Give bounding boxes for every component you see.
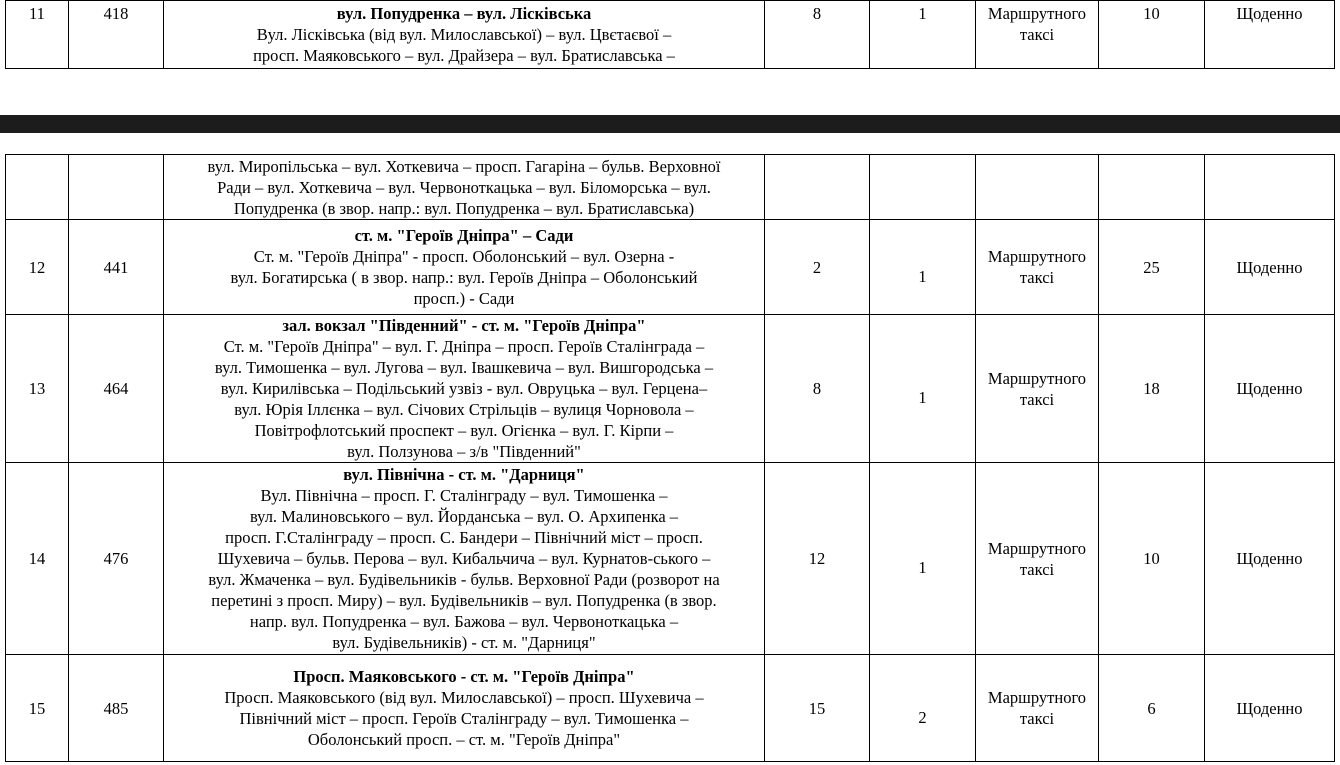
table-row	[6, 155, 1335, 220]
route-table-bottom	[5, 154, 1335, 762]
stops-count: 15	[765, 655, 870, 762]
route-path-line: Шухевича – бульв. Перова – вул. Кибальчича – вул. Курнатов-ського –	[217, 549, 711, 568]
vehicles-count: 1	[870, 220, 976, 315]
table-row	[6, 655, 1335, 762]
route-description	[164, 655, 765, 762]
table-row	[6, 463, 1335, 655]
route-path-line: вул. Кирилівська – Подільський узвіз - вул. Овруцька – вул. Герцена–	[220, 379, 708, 398]
stops-count: 12	[765, 463, 870, 655]
interval: 10	[1099, 463, 1205, 655]
schedule: Щоденно	[1205, 315, 1335, 463]
route-number	[69, 155, 164, 220]
route-path-line: просп.) - Сади	[413, 289, 515, 308]
route-path-line: вул. Миропільська – вул. Хоткевича – просп. Гагаріна – бульв. Верховної	[207, 156, 721, 176]
page-break-band	[0, 115, 1340, 133]
route-path-line: просп. Маяковського – вул. Драйзера – вул. Братиславська –	[253, 46, 675, 65]
route-description	[164, 220, 765, 315]
table-row	[6, 1, 1335, 69]
transport-type: Маршрутного таксі	[976, 1, 1099, 69]
row-number: 12	[6, 220, 69, 315]
route-title: Просп. Маяковського - ст. м. "Героїв Дніпра"	[293, 667, 635, 686]
route-path-line: Вул. Північна – просп. Г. Сталінграду – вул. Тимошенка –	[260, 486, 668, 505]
route-path-line: Ст. м. "Героїв Дніпра" – вул. Г. Дніпра – просп. Героїв Сталінграда –	[223, 337, 705, 356]
route-table-top	[5, 0, 1335, 69]
route-path-line: вул. Тимошенка – вул. Лугова – вул. Івашкевича – вул. Вишгородська –	[214, 358, 714, 377]
stops-count: 2	[765, 220, 870, 315]
route-description	[164, 463, 765, 655]
transport-type: Маршрутного таксі	[976, 220, 1099, 315]
stops-count	[765, 155, 870, 220]
schedule: Щоденно	[1205, 220, 1335, 315]
route-path-line: вул. Малиновського – вул. Йорданська – вул. О. Архипенка –	[249, 507, 679, 526]
vehicles-count: 1	[870, 1, 976, 69]
vehicles-count	[870, 155, 976, 220]
route-path-line: Ради – вул. Хоткевича – вул. Червоноткацька – вул. Біломорська – вул.	[217, 177, 711, 197]
route-description	[164, 1, 765, 69]
schedule	[1205, 155, 1335, 220]
row-number: 11	[6, 1, 69, 69]
route-description	[164, 315, 765, 463]
stops-count: 8	[765, 315, 870, 463]
route-number: 476	[69, 463, 164, 655]
route-title: ст. м. "Героїв Дніпра" – Сади	[354, 226, 574, 245]
route-path-line: Попудренка (в звор. напр.: вул. Попудренка – вул. Братиславська)	[233, 198, 695, 218]
route-path-line: Північний міст – просп. Героїв Сталінграду – вул. Тимошенка –	[239, 709, 689, 728]
route-path-line: просп. Г.Сталінграду – просп. С. Бандери – Північний міст – просп.	[225, 528, 703, 547]
route-title: зал. вокзал "Південний" - ст. м. "Героїв Дніпра"	[282, 316, 646, 335]
route-number: 464	[69, 315, 164, 463]
row-number: 13	[6, 315, 69, 463]
schedule: Щоденно	[1205, 1, 1335, 69]
vehicles-count: 1	[870, 315, 976, 463]
route-path-line: Просп. Маяковського (від вул. Милославської) – просп. Шухевича –	[224, 688, 704, 707]
schedule: Щоденно	[1205, 655, 1335, 762]
route-path-line: вул. Будівельників) - ст. м. "Дарниця"	[332, 633, 596, 652]
schedule: Щоденно	[1205, 463, 1335, 655]
route-path-line: вул. Богатирська ( в звор. напр.: вул. Героїв Дніпра – Оболонський	[230, 268, 698, 287]
row-number: 14	[6, 463, 69, 655]
vehicles-count: 1	[870, 463, 976, 655]
interval: 18	[1099, 315, 1205, 463]
transport-type: Маршрутного таксі	[976, 315, 1099, 463]
route-path-line: напр. вул. Попудренка – вул. Бажова – вул. Червоноткацька –	[249, 612, 679, 631]
transport-type: Маршрутного таксі	[976, 655, 1099, 762]
interval: 25	[1099, 220, 1205, 315]
table-row	[6, 315, 1335, 463]
interval: 10	[1099, 1, 1205, 69]
route-number: 418	[69, 1, 164, 69]
route-path-line: Вул. Лісківська (від вул. Милославської) – вул. Цвєтаєвої –	[256, 25, 672, 44]
route-path-line: Ст. м. "Героїв Дніпра" - просп. Оболонський – вул. Озерна -	[253, 247, 675, 266]
route-path-line: Повітрофлотський проспект – вул. Огієнка – вул. Г. Кірпи –	[254, 421, 674, 440]
route-path-line: вул. Жмаченка – вул. Будівельників - бульв. Верховної Ради (розворот на	[208, 570, 720, 589]
route-title: вул. Північна - ст. м. "Дарниця"	[343, 465, 585, 484]
interval: 6	[1099, 655, 1205, 762]
transport-type: Маршрутного таксі	[976, 463, 1099, 655]
row-number: 15	[6, 655, 69, 762]
transport-type	[976, 155, 1099, 220]
vehicles-count: 2	[870, 655, 976, 762]
route-path-line: Оболонський просп. – ст. м. "Героїв Дніпра"	[307, 730, 621, 749]
route-title: вул. Попудренка – вул. Лісківська	[336, 4, 592, 23]
stops-count: 8	[765, 1, 870, 69]
interval	[1099, 155, 1205, 220]
route-number: 441	[69, 220, 164, 315]
route-number: 485	[69, 655, 164, 762]
route-path-line: вул. Юрія Іллєнка – вул. Січових Стрільців – вулиця Чорновола –	[234, 400, 694, 419]
row-number	[6, 155, 69, 220]
route-path-line: вул. Ползунова – з/в "Південний"	[347, 442, 581, 461]
table-row	[6, 220, 1335, 315]
route-path-line: перетині з просп. Миру) – вул. Будівельників – вул. Попудренка (в звор.	[211, 591, 717, 610]
route-description	[164, 155, 765, 220]
